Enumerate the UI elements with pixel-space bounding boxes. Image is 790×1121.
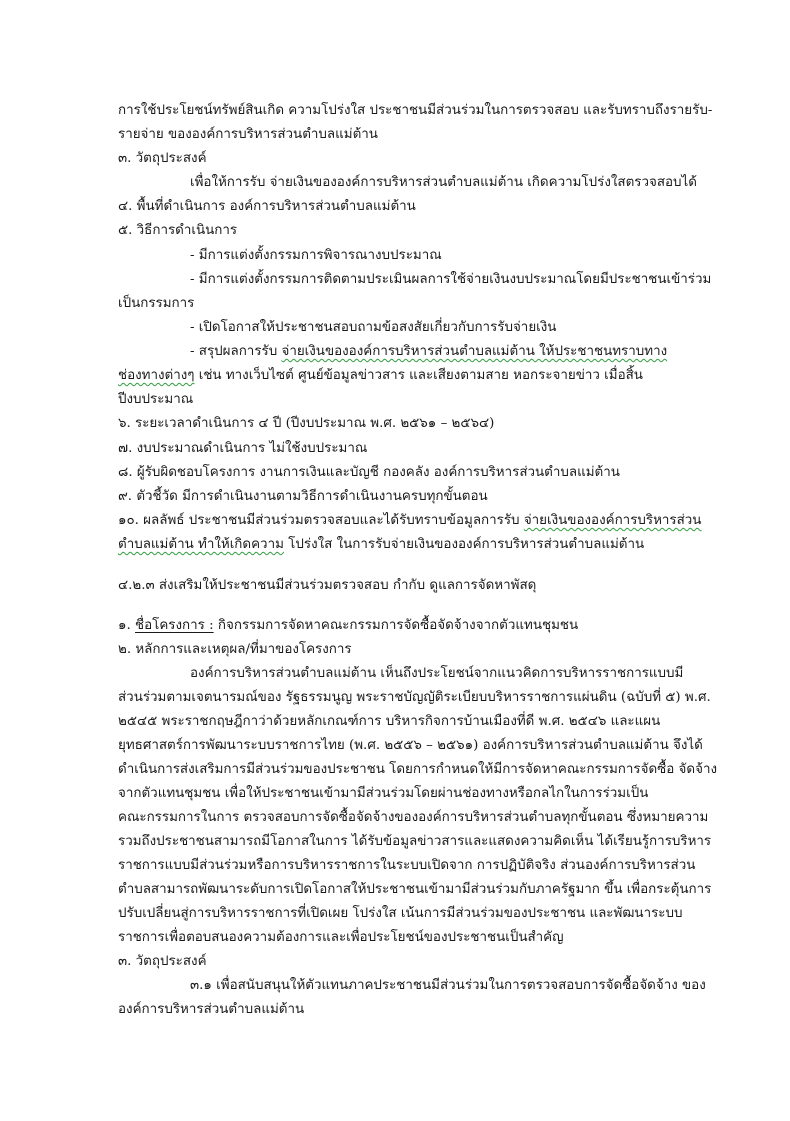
- body-line: รายจ่าย ขององค์การบริหารส่วนตำบลแม่ต้าน: [118, 127, 378, 142]
- body-line: ส่วนร่วมตามเจตนารมณ์ของ รัฐธรรมนูญ พระราชบัญญัติระเบียบบริหารราชการแผ่นดิน (ฉบับที่ ๕) พ.ศ.: [118, 690, 711, 705]
- body-line: ปรับเปลี่ยนสู่การบริหารราชการที่เปิดเผย โปร่งใส เน้นการมีส่วนร่วมของประชาชน และพัฒนาระบบ: [118, 906, 683, 921]
- body-line: ราชการแบบมีส่วนร่วมหรือการบริหารราชการในระบบเปิดจาก การปฏิบัติจริง ส่วนองค์การบริหารส่วน: [118, 858, 696, 873]
- body-line: ตำบลสามารถพัฒนาระดับการเปิดโอกาสให้ประชาชนเข้ามามีส่วนร่วมกับภาครัฐมาก ขึ้น เพื่อกระตุ้นการ: [118, 882, 712, 897]
- section-heading-method: ๕. วิธีการดำเนินการ: [118, 223, 238, 238]
- text-run: ๑๐. ผลลัพธ์ ประชาชนมีส่วนร่วมตรวจสอบและได้รับทราบข้อมูลการรับ: [118, 513, 524, 528]
- section-heading-rationale: ๒. หลักการและเหตุผล/ที่มาของโครงการ: [118, 642, 352, 657]
- spellcheck-underlined-text: ช่องทางต่างๆ: [118, 368, 195, 383]
- section-heading-objective: ๓. วัตถุประสงค์: [118, 151, 207, 166]
- body-line: รวมถึงประชาชนสามารถมีโอกาสในการ ได้รับข้อมูลข่าวสารและแสดงความคิดเห็น ได้เรียนรู้การบริหาร: [118, 834, 712, 849]
- body-line: ๒๕๔๕ พระราชกฤษฎีกาว่าด้วยหลักเกณฑ์การ บริหารกิจการบ้านเมืองที่ดี พ.ศ. ๒๕๔๖ และแผน: [118, 714, 661, 729]
- body-line: ราชการเพื่อตอบสนองความต้องการและเพื่อประโยชน์ของประชาชนเป็นสำคัญ: [118, 930, 564, 945]
- section-heading-area: ๔. พื้นที่ดำเนินการ องค์การบริหารส่วนตำบลแม่ต้าน: [118, 199, 416, 214]
- text-run: กิจกรรมการจัดหาคณะกรรมการจัดซื้อจัดจ้างจากตัวแทนชุมชน: [213, 618, 579, 633]
- body-line: [118, 536, 644, 554]
- body-line: ดำเนินการส่งเสริมการมีส่วนร่วมของประชาชน โดยการกำหนดให้มีการจัดหาคณะกรรมการจัดซื้อ จัดจ้าง: [118, 762, 717, 777]
- bullet-item: - มีการแต่งตั้งกรรมการพิจารณางบประมาณ: [190, 248, 442, 263]
- body-line: ปีงบประมาณ: [118, 392, 194, 407]
- text-run: โปร่งใส ในการรับจ่ายเงินขององค์การบริหารส่วนตำบลแม่ต้าน: [283, 537, 645, 552]
- body-line: ๓.๑ เพื่อสนับสนุนให้ตัวแทนภาคประชาชนมีส่วนร่วมในการตรวจสอบการจัดซื้อจัดจ้าง ของ: [190, 978, 706, 993]
- text-run: เช่น ทางเว็บไซต์ ศูนย์ข้อมูลข่าวสาร และเสียงตามสาย หอกระจายข่าว เมื่อสิ้น: [194, 368, 643, 383]
- bullet-item: - เปิดโอกาสให้ประชาชนสอบถามข้อสงสัยเกี่ยวกับการรับจ่ายเงิน: [190, 320, 557, 335]
- text-run: ๑.: [118, 618, 136, 633]
- body-line: จากตัวแทนชุมชน เพื่อให้ประชาชนเข้ามามีส่วนร่วมโดยผ่านช่องทางหรือกลไกในการร่วมเป็น: [118, 786, 649, 801]
- section-heading-result: [118, 512, 701, 530]
- body-line: เพื่อให้การรับ จ่ายเงินขององค์การบริหารส่วนตำบลแม่ต้าน เกิดความโปร่งใสตรวจสอบได้: [190, 175, 697, 190]
- body-line: [118, 367, 643, 385]
- section-heading-indicator: ๙. ตัวชี้วัด มีการดำเนินงานตามวิธีการดำเนินงานครบทุกขั้นตอน: [118, 489, 488, 504]
- section-heading-budget: ๗. งบประมาณดำเนินการ ไม่ใช้งบประมาณ: [118, 441, 368, 456]
- spellcheck-underlined-text: ตำบลแม่ต้าน ทำให้เกิดความ: [118, 537, 284, 552]
- project-name-label: ชื่อโครงการ :: [135, 618, 214, 633]
- section-heading-objective: ๓. วัตถุประสงค์: [118, 954, 207, 969]
- text-run: - สรุปผลการรับ: [190, 344, 282, 359]
- body-line: คณะกรรมการในการ ตรวจสอบการจัดซื้อจัดจ้างขององค์การบริหารส่วนตำบลทุกขั้นตอน ซึ่งหมายความ: [118, 810, 709, 825]
- subsection-heading: ๔.๒.๓ ส่งเสริมให้ประชาชนมีส่วนร่วมตรวจสอบ กำกับ ดูแลการจัดหาพัสดุ: [118, 578, 537, 593]
- body-line: องค์การบริหารส่วนตำบลแม่ต้าน เห็นถึงประโยชน์จากแนวคิดการบริหารราชการแบบมี: [190, 666, 684, 681]
- spellcheck-underlined-text: จ่ายเงินขององค์การบริหารส่วน: [523, 513, 702, 528]
- body-line: การใช้ประโยชน์ทรัพย์สินเกิด ความโปร่งใส ประชาชนมีส่วนร่วมในการตรวจสอบ และรับทราบถึงรายรับ-: [118, 103, 713, 118]
- section-heading-responsible: ๘. ผู้รับผิดชอบโครงการ งานการเงินและบัญชี กองคลัง องค์การบริหารส่วนตำบลแม่ต้าน: [118, 465, 620, 480]
- body-line: ยุทธศาสตร์การพัฒนาระบบราชการไทย (พ.ศ. ๒๕๕๖ – ๒๕๖๑) องค์การบริหารส่วนตำบลแม่ต้าน จึงได้: [118, 738, 703, 753]
- body-line: องค์การบริหารส่วนตำบลแม่ต้าน: [118, 1002, 305, 1017]
- section-heading-duration: ๖. ระยะเวลาดำเนินการ ๔ ปี (ปีงบประมาณ พ.ศ. ๒๕๖๑ – ๒๕๖๔): [118, 416, 495, 431]
- body-line: เป็นกรรมการ: [118, 296, 195, 311]
- bullet-item: - มีการแต่งตั้งกรรมการติดตามประเมินผลการใช้จ่ายเงินงบประมาณโดยมีประชาชนเข้าร่วม: [190, 272, 712, 287]
- spellcheck-underlined-text: จ่ายเงินขององค์การบริหารส่วนตำบลแม่ต้าน ให้ประชาชนทราบทาง: [281, 344, 668, 359]
- bullet-item: [190, 343, 667, 361]
- project-name-line: [118, 617, 578, 635]
